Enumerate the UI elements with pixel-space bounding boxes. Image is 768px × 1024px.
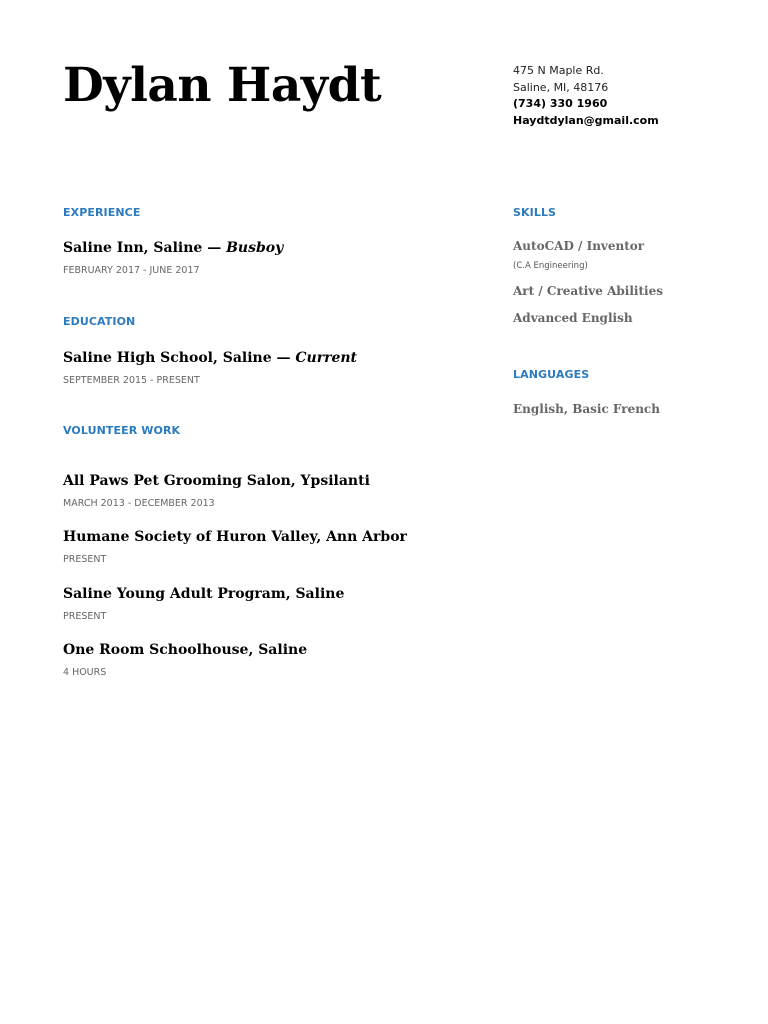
experience-heading: EXPERIENCE bbox=[63, 206, 141, 219]
experience-entry-title bbox=[63, 240, 283, 256]
volunteer-entry-title: Saline Young Adult Program, Saline bbox=[63, 586, 345, 602]
volunteer-entry-title: One Room Schoolhouse, Saline bbox=[63, 642, 308, 658]
education-role: Current bbox=[295, 350, 358, 366]
skill-item: Art / Creative Abilities bbox=[513, 284, 663, 298]
resume-name: Dylan Haydt bbox=[63, 58, 382, 113]
experience-place: Saline Inn, Saline — bbox=[63, 240, 222, 256]
contact-street: 475 N Maple Rd. bbox=[513, 64, 604, 77]
skill-note: (C.A Engineering) bbox=[513, 261, 588, 271]
experience-role: Busboy bbox=[226, 240, 284, 256]
skills-heading: SKILLS bbox=[513, 206, 557, 219]
language-item: English, Basic French bbox=[513, 402, 660, 416]
volunteer-entry-dates: 4 HOURS bbox=[63, 667, 107, 678]
volunteer-entry-title: All Paws Pet Grooming Salon, Ypsilanti bbox=[63, 473, 370, 489]
languages-heading: LANGUAGES bbox=[513, 368, 590, 381]
experience-dates: FEBRUARY 2017 - JUNE 2017 bbox=[63, 265, 200, 276]
volunteer-heading: VOLUNTEER WORK bbox=[63, 424, 181, 437]
education-entry-title bbox=[63, 350, 357, 366]
contact-city: Saline, MI, 48176 bbox=[513, 80, 609, 94]
education-place: Saline High School, Saline — bbox=[63, 350, 291, 366]
skill-item: AutoCAD / Inventor bbox=[513, 239, 645, 253]
contact-block bbox=[513, 63, 659, 129]
volunteer-entry-dates: MARCH 2013 - DECEMBER 2013 bbox=[63, 498, 215, 509]
volunteer-entry-dates: PRESENT bbox=[63, 611, 107, 622]
contact-phone: (734) 330 1960 bbox=[513, 97, 608, 110]
volunteer-entry-dates: PRESENT bbox=[63, 554, 107, 565]
education-dates: SEPTEMBER 2015 - PRESENT bbox=[63, 375, 200, 386]
education-heading: EDUCATION bbox=[63, 315, 136, 328]
contact-email: Haydtdylan@gmail.com bbox=[513, 113, 659, 127]
skill-item: Advanced English bbox=[513, 311, 633, 325]
volunteer-entry-title: Humane Society of Huron Valley, Ann Arbor bbox=[63, 529, 407, 545]
